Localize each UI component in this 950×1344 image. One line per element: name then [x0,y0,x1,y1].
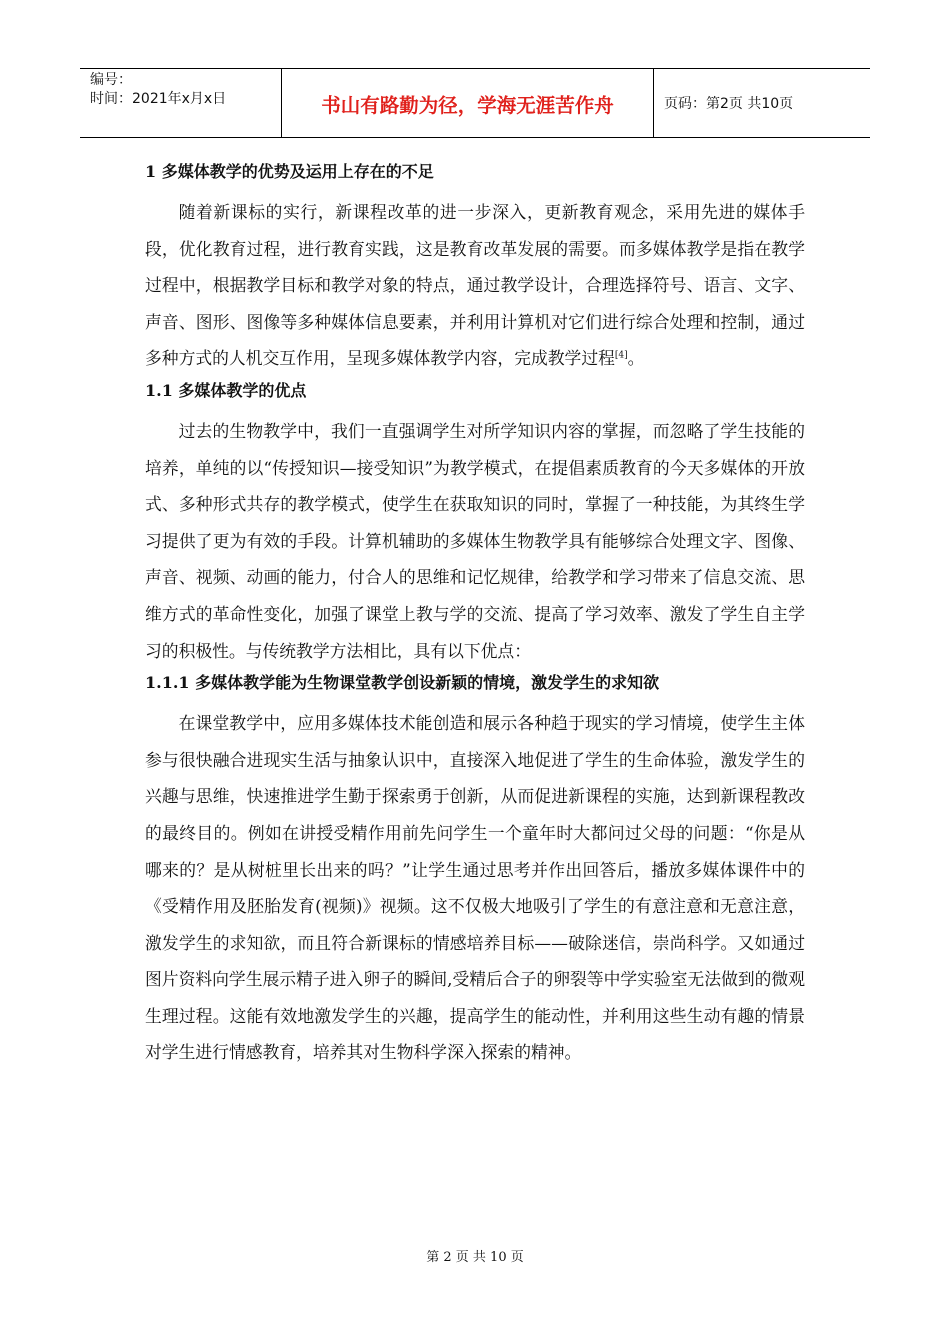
header-meta [80,69,282,137]
section-heading-1-1: 1.1 多媒体教学的优点 [145,380,307,400]
section-paragraph-1 [145,194,805,377]
paragraph-end: 。 [627,348,645,369]
citation-marker: [4] [614,350,628,361]
header-page-info: 页码：第2页 共10页 [664,96,794,112]
section-paragraph-1-1-1: 在课堂教学中，应用多媒体技术能创造和展示各种趋于现实的学习情境，使学生主体参与很快融合进现实生活与抽象认识中，直接深入地促进了学生的生命体验，激发学生的兴趣与思维，快速推进学生勤于探索勇于创新，从而促进新课程的实施，达到新课程教改的最终目的。例如在讲授受精作用前先问学生一个童年时大都问过父母的问题：“你是从哪来的？是从树桩里长出来的吗？”让学生通过思考并作出回答后，播放多媒体课件中的《受精作用及胚胎发育(视频)》视频。这不仅极大地吸引了学生的有意注意和无意注意，激发学生的求知欲，而且符合新课标的情感培养目标——破除迷信，崇尚科学。又如通过图片资料向学生展示精子进入卵子的瞬间,受精后合子的卵裂等中学实验室无法做到的微观生理过程。这能有效地激发学生的兴趣，提高学生的能动性，并利用这些生动有趣的情景对学生进行情感教育，培养其对生物科学深入探索的精神。 [145,713,805,1063]
page-header [80,68,870,138]
section-heading-1: 1 多媒体教学的优势及运用上存在的不足 [145,162,434,181]
header-motto: 书山有路勤为径，学海无涯苦作舟 [282,69,654,137]
document-date: 时间：2021年x月x日 [90,91,227,107]
section-paragraph-1-1: 过去的生物教学中，我们一直强调学生对所学知识内容的掌握，而忽略了学生技能的培养，单纯的以“传授知识—接受知识”为教学模式，在提倡素质教育的今天多媒体的开放式、多种形式共存的教学模式，使学生在获取知识的同时，掌握了一种技能，为其终生学习提供了更为有效的手段。计算机辅助的多媒体生物教学具有能够综合处理文字、图像、声音、视频、动画的能力，付合人的思维和记忆规律，给教学和学习带来了信息交流、思维方式的革命性变化，加强了课堂上教与学的交流、提高了学习效率、激发了学生自主学习的积极性。与传统教学方法相比，具有以下优点： [145,420,805,661]
section-heading-1-1-1: 1.1.1 多媒体教学能为生物课堂教学创设新颖的情境，激发学生的求知欲 [145,673,660,693]
paragraph-text: 随着新课标的实行，新课程改革的进一步深入，更新教育观念，采用先进的媒体手段，优化教育过程，进行教育实践，这是教育改革发展的需要。而多媒体教学是指在教学过程中，根据教学目标和教学对象的特点，通过教学设计，合理选择符号、语言、文字、声音、图形、图像等多种媒体信息要素，并利用计算机对它们进行综合处理和控制，通过多种方式的人机交互作用，呈现多媒体教学内容，完成教学过程 [145,202,805,369]
document-number-label: 编号： [90,72,132,88]
document-body [145,158,805,1071]
page-footer: 第 2 页 共 10 页 [426,1250,524,1265]
